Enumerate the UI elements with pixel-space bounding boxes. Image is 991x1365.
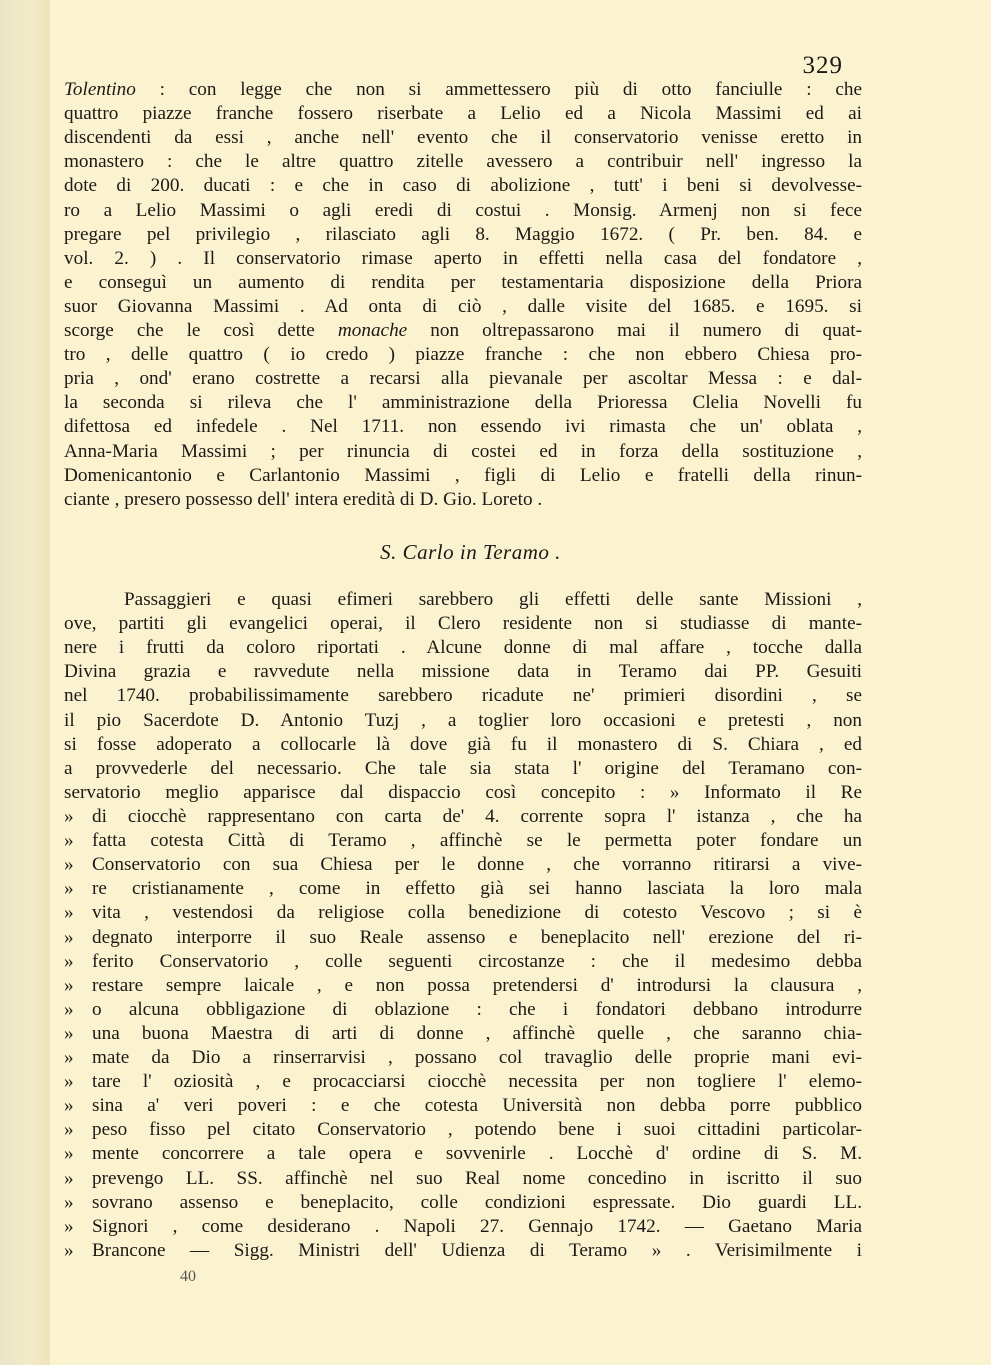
quote-mark: » bbox=[64, 1119, 74, 1141]
text-line: » sina a' veri poveri : e che cotesta Università non debba porre pubblico bbox=[64, 1095, 862, 1117]
quote-mark: » bbox=[64, 902, 74, 924]
text-line: ciante , presero possesso dell' intera eredità di D. Gio. Loreto . bbox=[64, 488, 543, 510]
quote-mark: » bbox=[64, 1167, 74, 1189]
text-line: a provvederle del necessario. Che tale sia stata l' origine del Teramano con- bbox=[64, 757, 862, 779]
text-line: Divina grazia e ravvedute nella missione data in Teramo dai PP. Gesuiti bbox=[64, 661, 862, 683]
text-line: » sovrano assenso e beneplacito, colle condizioni espressate. Dio guardi LL. bbox=[64, 1191, 862, 1213]
text-line: » mate da Dio a rinserrarvisi , possano col travaglio delle proprie mani evi- bbox=[64, 1047, 862, 1068]
text-line: ro a Lelio Massimi o agli eredi di costui . Monsig. Armenj non si fece bbox=[64, 199, 862, 221]
quote-mark: » bbox=[64, 806, 74, 827]
text-line: dote di 200. ducati : e che in caso di abolizione , tutt' i beni si devolvesse- bbox=[64, 175, 862, 197]
quote-mark: » bbox=[64, 878, 74, 900]
text-line: » peso fisso pel citato Conservatorio , potendo bene i suoi cittadini particolar- bbox=[64, 1119, 862, 1141]
quote-mark: » bbox=[64, 1215, 74, 1237]
quote-mark: » bbox=[64, 1022, 74, 1044]
quote-mark: » bbox=[64, 1071, 74, 1093]
text-line: nel 1740. probabilissimamente sarebbero ricadute ne' primieri disordini , se bbox=[64, 685, 862, 707]
text-line: suor Giovanna Massimi . Ad onta di ciò , dalle visite del 1685. e 1695. si bbox=[64, 295, 862, 317]
text-line: » di ciocchè rappresentano con carta de' 4. corrente sopra l' istanza , che ha bbox=[64, 806, 862, 827]
text-line: Domenicantonio e Carlantonio Massimi , figli di Lelio e fratelli della rinun- bbox=[64, 464, 862, 486]
text-line: discendenti da essi , anche nell' evento che il conservatorio venisse eretto in bbox=[64, 127, 862, 149]
quote-mark: » bbox=[64, 1191, 74, 1213]
text-line: » fatta cotesta Città di Teramo , affinchè se le permetta poter fondare un bbox=[64, 830, 862, 852]
text-line: » tare l' oziosità , e procacciarsi ciocchè necessita per non togliere l' elemo- bbox=[64, 1071, 862, 1093]
page-number: 329 bbox=[802, 52, 843, 79]
text-line: » ferito Conservatorio , colle seguenti circostanze : che il medesimo debba bbox=[64, 950, 862, 972]
text-line: quattro piazze franche fossero riserbate a Lelio ed a Nicola Massimi ed ai bbox=[64, 103, 862, 125]
text-line: difettosa ed infedele . Nel 1711. non essendo ivi rimasta che un' oblata , bbox=[64, 416, 862, 438]
text-line: tro , delle quattro ( io credo ) piazze franche : che non ebbero Chiesa pro- bbox=[64, 344, 862, 366]
text-line: » re cristianamente , come in effetto già sei hanno lasciata la loro mala bbox=[64, 878, 862, 900]
text-line: Passaggieri e quasi efimeri sarebbero gli effetti delle sante Missioni , bbox=[124, 589, 862, 610]
quote-mark: » bbox=[64, 854, 74, 876]
quote-mark: » bbox=[64, 974, 74, 996]
book-gutter bbox=[0, 0, 51, 1365]
text-line: servatorio meglio apparisce dal dispaccio così concepito : » Informato il Re bbox=[64, 781, 862, 803]
quote-mark: » bbox=[64, 950, 74, 972]
text-line: » prevengo LL. SS. affinchè nel suo Real nome concedino in iscritto il suo bbox=[64, 1167, 862, 1189]
text-line: e conseguì un aumento di rendita per testamentaria disposizione della Priora bbox=[64, 271, 862, 293]
text-line: » Brancone — Sigg. Ministri dell' Udienza di Teramo » . Verisimilmente i bbox=[64, 1239, 862, 1261]
quote-mark: » bbox=[64, 1047, 74, 1068]
text-line: » vita , vestendosi da religiose colla benedizione di cotesto Vescovo ; si è bbox=[64, 902, 862, 924]
quote-mark: » bbox=[64, 1239, 74, 1261]
section-heading: S. Carlo in Teramo . bbox=[380, 540, 561, 564]
text-line: pria , ond' erano costrette a recarsi alla pievanale per ascoltar Messa : e dal- bbox=[64, 368, 862, 390]
document-page bbox=[50, 0, 991, 1365]
quote-mark: » bbox=[64, 926, 74, 948]
quote-mark: » bbox=[64, 998, 74, 1020]
text-line: » mente concorrere a tale opera e sovvenirle . Locchè d' ordine di S. M. bbox=[64, 1143, 862, 1165]
text-line: » Signori , come desiderano . Napoli 27. Gennajo 1742. — Gaetano Maria bbox=[64, 1215, 862, 1237]
quote-mark: » bbox=[64, 1095, 74, 1117]
text-line: Anna-Maria Massimi ; per rinuncia di costei ed in forza della sostituzione , bbox=[64, 440, 862, 462]
quote-mark: » bbox=[64, 1143, 74, 1165]
text-line: » restare sempre laicale , e non possa pretendersi d' introdursi la clausura , bbox=[64, 974, 862, 996]
text-line: » una buona Maestra di arti di donne , affinchè quelle , che saranno chia- bbox=[64, 1022, 862, 1044]
text-line: il pio Sacerdote D. Antonio Tuzj , a toglier loro occasioni e pretesti , non bbox=[64, 709, 862, 731]
signature-mark: 40 bbox=[180, 1268, 196, 1285]
text-line: monastero : che le altre quattro zitelle avessero a contribuir nell' ingresso la bbox=[64, 151, 862, 173]
text-line: si fosse adoperato a collocarle là dove già fu il monastero di S. Chiara , ed bbox=[64, 733, 862, 755]
text-line: » degnato interporre il suo Reale assenso e beneplacito nell' erezione del ri- bbox=[64, 926, 862, 948]
text-line: pregare pel privilegio , rilasciato agli 8. Maggio 1672. ( Pr. ben. 84. e bbox=[64, 223, 862, 245]
text-line: » Conservatorio con sua Chiesa per le donne , che vorranno ritirarsi a vive- bbox=[64, 854, 862, 876]
text-line: Tolentino : con legge che non si ammettessero più di otto fanciulle : che bbox=[64, 79, 862, 100]
quote-mark: » bbox=[64, 830, 74, 852]
text-line: ove, partiti gli evangelici operai, il Clero residente non si studiasse di mante- bbox=[64, 613, 862, 635]
text-line: nere i frutti da coloro riportati . Alcune donne di mal affare , tocche dalla bbox=[64, 637, 862, 659]
text-line: » o alcuna obbligazione di oblazione : che i fondatori debbano introdurre bbox=[64, 998, 862, 1020]
text-line: scorge che le così dette monache non oltrepassarono mai il numero di quat- bbox=[64, 320, 862, 341]
text-line: vol. 2. ) . Il conservatorio rimase aperto in effetti nella casa del fondatore , bbox=[64, 247, 862, 269]
text-line: la seconda si rileva che l' amministrazione della Prioressa Clelia Novelli fu bbox=[64, 392, 862, 414]
